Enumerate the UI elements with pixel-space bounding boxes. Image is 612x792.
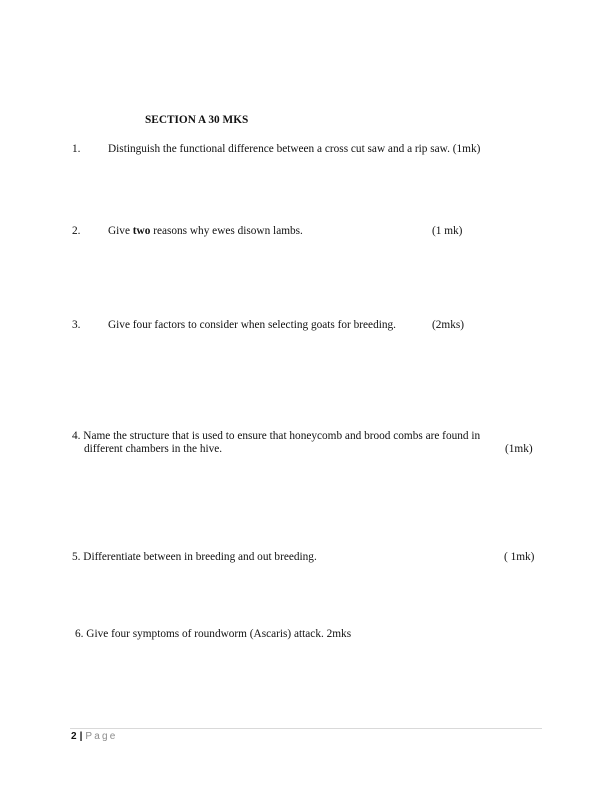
question-marks: (2mks)	[432, 319, 465, 331]
page-label: Page	[85, 731, 118, 742]
question-text: 5. Differentiate between in breeding and out breeding.	[72, 551, 317, 563]
question-marks: ( 1mk)	[504, 551, 535, 563]
question-text: Distinguish the functional difference between a cross cut saw and a rip saw. (1mk)	[108, 143, 481, 155]
question-marks: (1 mk)	[432, 225, 463, 237]
question-number: 1.	[72, 143, 81, 155]
page-number: 2	[71, 731, 77, 742]
question-text: 6. Give four symptoms of roundworm (Ascaris) attack. 2mks	[75, 628, 352, 640]
question-text	[108, 225, 303, 238]
question-number: 3.	[72, 319, 81, 331]
question-marks: (1mk)	[505, 443, 533, 455]
question-number: 2.	[72, 225, 81, 237]
page-footer	[71, 731, 118, 743]
question-text: Give four factors to consider when selecting goats for breeding.	[108, 319, 396, 331]
question-text-part: Give	[108, 225, 133, 237]
question-text-part: reasons why ewes disown lambs.	[150, 225, 303, 237]
footer-separator: |	[79, 731, 83, 742]
question-text-line-2: different chambers in the hive.	[84, 443, 223, 455]
question-text-line-1: 4. Name the structure that is used to ensure that honeycomb and brood combs are found in	[72, 430, 481, 442]
emphasis-text: two	[132, 225, 151, 237]
section-heading: SECTION A 30 MKS	[145, 114, 249, 126]
footer-divider	[70, 728, 542, 729]
